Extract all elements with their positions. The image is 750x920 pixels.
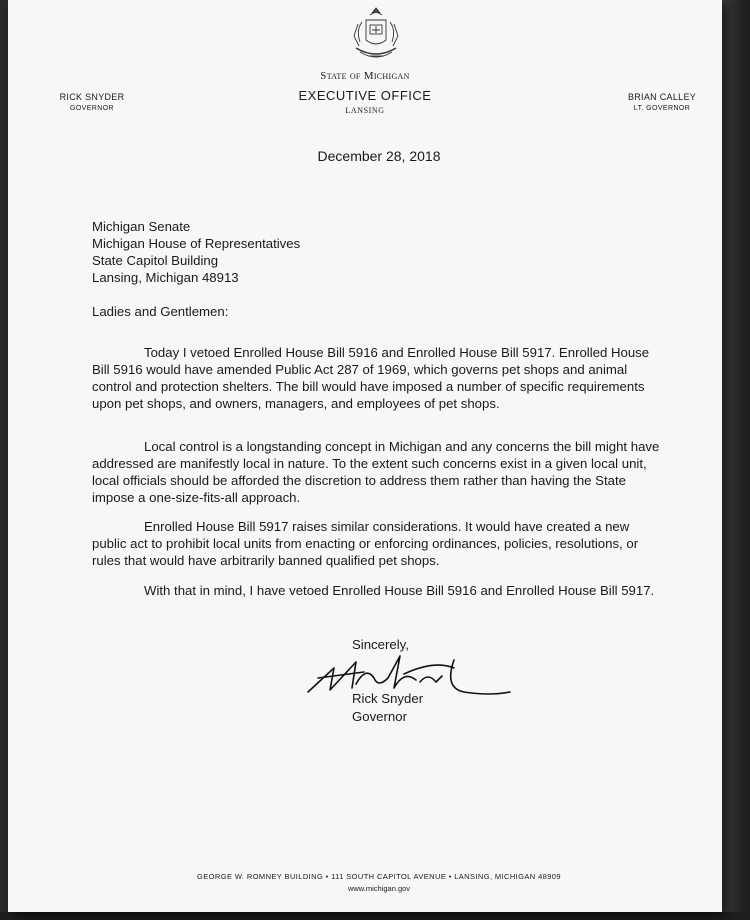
executive-office-heading: EXECUTIVE OFFICE bbox=[298, 88, 432, 103]
background-shadow-bottom bbox=[0, 912, 750, 920]
footer-website: www.michigan.gov bbox=[347, 884, 411, 893]
lt-governor-block bbox=[612, 92, 712, 112]
background-shadow-right bbox=[722, 0, 750, 920]
body-paragraph: Today I vetoed Enrolled House Bill 5916 and Enrolled House Bill 5917. Enrolled House Bill 5916 would have amended Public Act 287 of 1969, which governs pet shops and animal control and protection shelters. The bill would have imposed a number of specific requirements upon pet shops, and owners, managers, and employees of pet shops. bbox=[92, 345, 650, 411]
lt-governor-title: LT. GOVERNOR bbox=[633, 105, 691, 112]
governor-title: GOVERNOR bbox=[69, 105, 115, 112]
recipient-line: Michigan Senate bbox=[92, 219, 191, 234]
governor-block bbox=[52, 92, 132, 112]
recipient-line: State Capitol Building bbox=[92, 253, 219, 268]
lt-governor-name: BRIAN CALLEY bbox=[627, 92, 697, 102]
letter-page bbox=[8, 0, 722, 912]
recipient-line: Lansing, Michigan 48913 bbox=[92, 270, 239, 285]
valediction: Sincerely, bbox=[352, 637, 409, 652]
state-seal-icon bbox=[350, 6, 402, 66]
salutation: Ladies and Gentlemen: bbox=[92, 304, 229, 319]
body-paragraph: With that in mind, I have vetoed Enrolled House Bill 5916 and Enrolled House Bill 5917. bbox=[144, 583, 655, 598]
footer-address: GEORGE W. ROMNEY BUILDING • 111 SOUTH CAPITOL AVENUE • LANSING, MICHIGAN 48909 bbox=[197, 872, 561, 881]
state-name: State of Michigan bbox=[320, 70, 410, 82]
letter-date: December 28, 2018 bbox=[317, 148, 441, 164]
signer-title: Governor bbox=[352, 709, 407, 724]
body-paragraph: Local control is a longstanding concept in Michigan and any concerns the bill might have addressed are manifestly local in nature. To the extent such concerns exist in a given local unit, local officials should be afforded the discretion to address them rather than having the State impose a one-size-fits-all approach. bbox=[92, 439, 660, 505]
recipient-address bbox=[92, 218, 662, 286]
body-paragraph: Enrolled House Bill 5917 raises similar considerations. It would have created a new public act to prohibit local units from enacting or enforcing ordinances, policies, resolutions, or rules that would have arbitrarily banned qualified pet shops. bbox=[92, 519, 639, 568]
signer-name: Rick Snyder bbox=[352, 691, 424, 706]
governor-name: RICK SNYDER bbox=[59, 92, 125, 102]
city-name: LANSING bbox=[345, 106, 385, 115]
recipient-line: Michigan House of Representatives bbox=[92, 236, 301, 251]
